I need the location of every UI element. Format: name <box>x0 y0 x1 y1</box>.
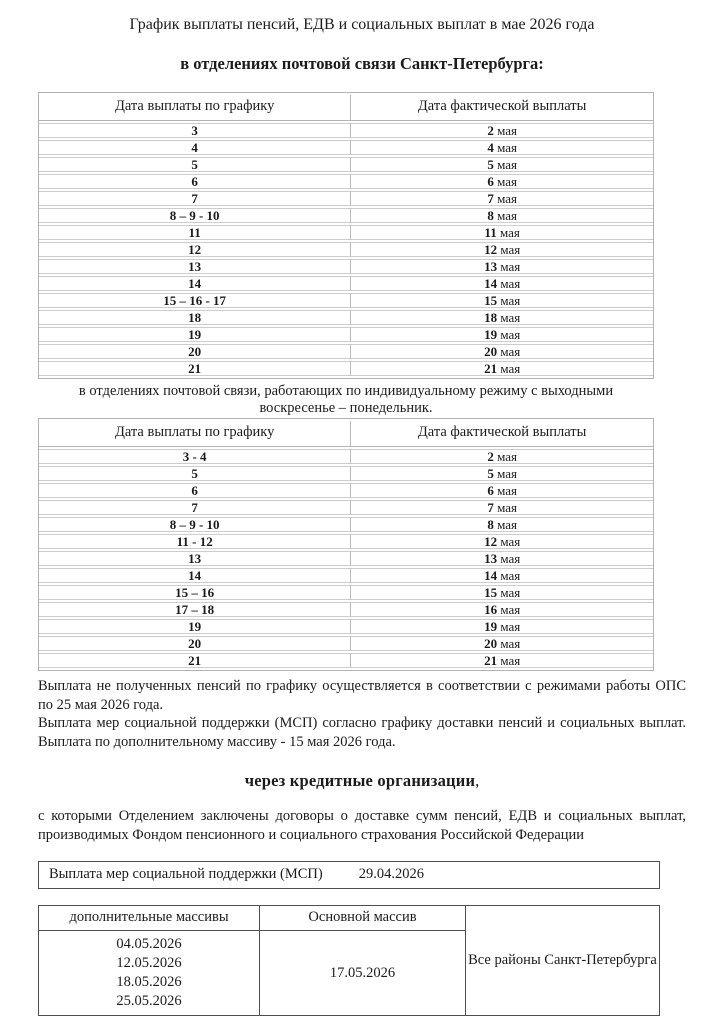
schedule-date-cell: 20 <box>39 636 351 651</box>
actual-date-cell: 14 мая <box>351 568 653 583</box>
actual-date-cell: 15 мая <box>351 293 653 308</box>
msp-payment-date: 29.04.2026 <box>358 866 424 882</box>
schedule-row <box>39 174 653 189</box>
schedule-date-cell: 8 – 9 - 10 <box>39 208 351 223</box>
schedule-row <box>39 585 653 600</box>
schedule-row <box>39 568 653 583</box>
schedule-row <box>39 636 653 651</box>
schedule-row <box>39 310 653 325</box>
schedule-date-cell: 15 – 16 - 17 <box>39 293 351 308</box>
schedule-date-cell: 8 – 9 - 10 <box>39 517 351 532</box>
page-subtitle: в отделениях почтовой связи Санкт-Петербурга: <box>180 54 544 73</box>
schedule-row <box>39 466 653 481</box>
actual-date-cell: 19 мая <box>351 327 653 342</box>
actual-date-cell: 5 мая <box>351 466 653 481</box>
additional-array-date: 04.05.2026 <box>116 936 182 952</box>
actual-date-cell: 2 мая <box>351 123 653 138</box>
header-row <box>39 421 653 447</box>
msp-payment-box <box>38 861 660 889</box>
header-row <box>39 95 653 121</box>
schedule-date-cell: 7 <box>39 500 351 515</box>
schedule-row <box>39 534 653 549</box>
schedule-row <box>39 449 653 464</box>
actual-date-cell: 18 мая <box>351 310 653 325</box>
column-header-schedule-date: Дата выплаты по графику <box>39 421 351 447</box>
actual-date-cell: 6 мая <box>351 483 653 498</box>
actual-date-cell: 5 мая <box>351 157 653 172</box>
main-schedule-table <box>38 92 654 379</box>
additional-arrays-header: дополнительные массивы <box>39 906 260 931</box>
column-header-schedule-date: Дата выплаты по графику <box>39 95 351 121</box>
schedule-date-cell: 13 <box>39 259 351 274</box>
schedule-row <box>39 208 653 223</box>
schedule-date-cell: 13 <box>39 551 351 566</box>
note-unreceived-line: по 25 мая 2026 года. <box>38 696 164 713</box>
schedule-row <box>39 517 653 532</box>
schedule-row <box>39 276 653 291</box>
schedule-row <box>39 293 653 308</box>
schedule-date-cell: 20 <box>39 344 351 359</box>
main-schedule-table-body <box>39 123 653 376</box>
schedule-row <box>39 483 653 498</box>
actual-date-cell: 7 мая <box>351 191 653 206</box>
schedule-date-cell: 21 <box>39 653 351 668</box>
actual-date-cell: 16 мая <box>351 602 653 617</box>
schedule-date-cell: 21 <box>39 361 351 376</box>
actual-date-cell: 21 мая <box>351 653 653 668</box>
schedule-date-cell: 11 - 12 <box>39 534 351 549</box>
additional-array-date: 18.05.2026 <box>116 974 182 990</box>
actual-date-cell: 7 мая <box>351 500 653 515</box>
schedule-date-cell: 15 – 16 <box>39 585 351 600</box>
main-schedule-table-head <box>39 95 653 121</box>
schedule-date-cell: 12 <box>39 242 351 257</box>
individual-mode-caption <box>38 383 654 416</box>
schedule-row <box>39 123 653 138</box>
notes-block <box>38 677 686 751</box>
schedule-row <box>39 327 653 342</box>
schedule-date-cell: 11 <box>39 225 351 240</box>
actual-date-cell: 6 мая <box>351 174 653 189</box>
credit-organizations-heading-comma: , <box>475 771 480 790</box>
actual-date-cell: 13 мая <box>351 259 653 274</box>
schedule-date-cell: 6 <box>39 174 351 189</box>
schedule-row <box>39 225 653 240</box>
actual-date-cell: 14 мая <box>351 276 653 291</box>
schedule-date-cell: 19 <box>39 619 351 634</box>
schedule-date-cell: 6 <box>39 483 351 498</box>
actual-date-cell: 13 мая <box>351 551 653 566</box>
note-unreceived-line: Выплата не полученных пенсий по графику осуществляется в соответствии с режимами работы ОПС <box>38 678 686 694</box>
actual-date-cell: 12 мая <box>351 242 653 257</box>
schedule-row <box>39 653 653 668</box>
schedule-date-cell: 18 <box>39 310 351 325</box>
actual-date-cell: 20 мая <box>351 344 653 359</box>
schedule-date-cell: 5 <box>39 466 351 481</box>
schedule-date-cell: 14 <box>39 568 351 583</box>
additional-dates-cell <box>39 931 260 1016</box>
schedule-row <box>39 344 653 359</box>
schedule-date-cell: 4 <box>39 140 351 155</box>
individual-schedule-table-head <box>39 421 653 447</box>
schedule-row <box>39 191 653 206</box>
schedule-row <box>39 140 653 155</box>
schedule-row <box>39 602 653 617</box>
schedule-date-cell: 3 - 4 <box>39 449 351 464</box>
schedule-row <box>39 242 653 257</box>
actual-date-cell: 4 мая <box>351 140 653 155</box>
schedule-row <box>39 551 653 566</box>
schedule-date-cell: 7 <box>39 191 351 206</box>
caption-line: в отделениях почтовой связи, работающих по индивидуальному режиму с выходными <box>78 383 614 399</box>
main-date-cell: 17.05.2026 <box>260 931 466 1016</box>
caption-line: воскресенье – понедельник. <box>259 399 433 416</box>
additional-array-date: 12.05.2026 <box>116 955 182 971</box>
credit-organizations-heading-bold: через кредитные организации <box>244 771 476 790</box>
schedule-date-cell: 14 <box>39 276 351 291</box>
schedule-row <box>39 500 653 515</box>
actual-date-cell: 12 мая <box>351 534 653 549</box>
main-array-header: Основной массив <box>260 906 466 931</box>
actual-date-cell: 21 мая <box>351 361 653 376</box>
actual-date-cell: 11 мая <box>351 225 653 240</box>
schedule-date-cell: 19 <box>39 327 351 342</box>
individual-schedule-table-body <box>39 449 653 668</box>
additional-array-date: 25.05.2026 <box>116 993 182 1009</box>
schedule-date-cell: 3 <box>39 123 351 138</box>
credit-organizations-paragraph <box>38 807 686 845</box>
schedule-row <box>39 157 653 172</box>
actual-date-cell: 2 мая <box>351 449 653 464</box>
region-cell: Все районы Санкт-Петербурга <box>466 906 660 1016</box>
actual-date-cell: 20 мая <box>351 636 653 651</box>
individual-schedule-table <box>38 418 654 671</box>
credit-table-header-row <box>39 906 660 931</box>
actual-date-cell: 15 мая <box>351 585 653 600</box>
schedule-date-cell: 17 – 18 <box>39 602 351 617</box>
column-header-actual-date: Дата фактической выплаты <box>351 421 653 447</box>
schedule-row <box>39 259 653 274</box>
actual-date-cell: 8 мая <box>351 208 653 223</box>
note-msp-line: Выплата мер социальной поддержки (МСП) согласно графику доставки пенсий и социальных выплат. <box>38 715 686 731</box>
paragraph-line: с которыми Отделением заключены договоры о доставке сумм пенсий, ЕДВ и социальных выплат, <box>38 808 686 824</box>
credit-orgs-table <box>38 905 660 1016</box>
column-header-actual-date: Дата фактической выплаты <box>351 95 653 121</box>
credit-organizations-heading <box>38 771 686 791</box>
page-title: График выплаты пенсий, ЕДВ и социальных выплат в мае 2026 года <box>129 16 595 33</box>
schedule-date-cell: 5 <box>39 157 351 172</box>
actual-date-cell: 8 мая <box>351 517 653 532</box>
actual-date-cell: 19 мая <box>351 619 653 634</box>
schedule-row <box>39 361 653 376</box>
msp-payment-label: Выплата мер социальной поддержки (МСП) <box>49 866 323 882</box>
schedule-row <box>39 619 653 634</box>
note-msp-line: Выплата по дополнительному массиву - 15 мая 2026 года. <box>38 733 396 750</box>
paragraph-line: производимых Фондом пенсионного и социального страхования Российской Федерации <box>38 827 585 843</box>
